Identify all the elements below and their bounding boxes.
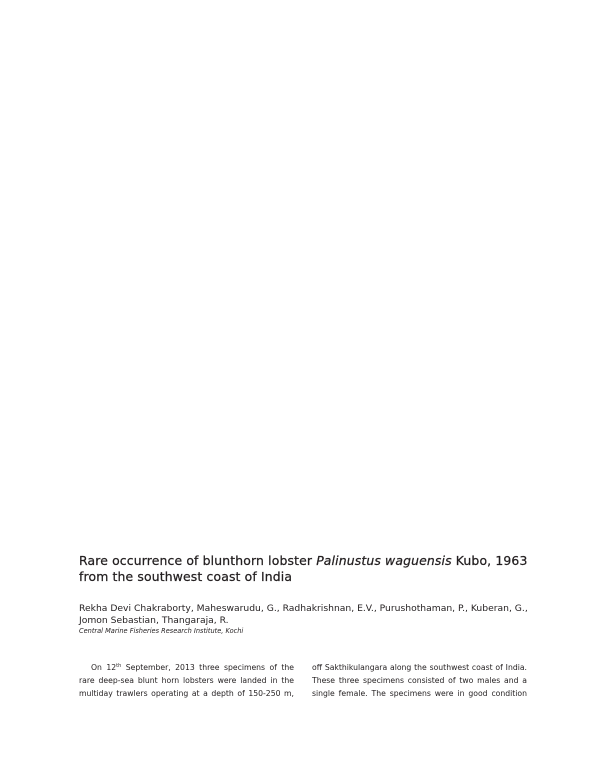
title-text-line2: from the southwest coast of India	[79, 569, 293, 584]
authors-line1: Rekha Devi Chakraborty, Maheswarudu, G., Radhakrishnan, E.V., Purushothaman, P., Kuberan, G.,	[79, 603, 528, 614]
body-column-right	[312, 661, 527, 701]
author-affiliation: Central Marine Fisheries Research Institute, Kochi	[79, 627, 244, 635]
text-fragment: September, 2013 three specimens of the	[121, 663, 294, 672]
body-paragraph-line: These three specimens consisted of two males and a	[312, 676, 527, 686]
body-paragraph-line: single female. The specimens were in good condition	[312, 689, 527, 699]
body-column-left	[79, 661, 294, 701]
title-species-name: Palinustus waguensis	[316, 553, 452, 568]
body-paragraph-line	[79, 661, 294, 674]
text-fragment: On 12	[91, 663, 117, 672]
author-list	[79, 603, 539, 627]
article-title	[79, 553, 531, 585]
body-paragraph-line: rare deep-sea blunt horn lobsters were landed in the	[79, 676, 294, 686]
authors-line2: Jomon Sebastian, Thangaraja, R.	[79, 615, 229, 626]
ordinal-superscript: th	[116, 663, 122, 669]
body-paragraph-line: off Sakthikulangara along the southwest coast of India.	[312, 663, 527, 672]
title-text-part1: Rare occurrence of blunthorn lobster	[79, 553, 317, 568]
title-text-part2: Kubo, 1963	[451, 553, 528, 568]
body-paragraph-line: multiday trawlers operating at a depth of 150-250 m,	[79, 689, 294, 699]
